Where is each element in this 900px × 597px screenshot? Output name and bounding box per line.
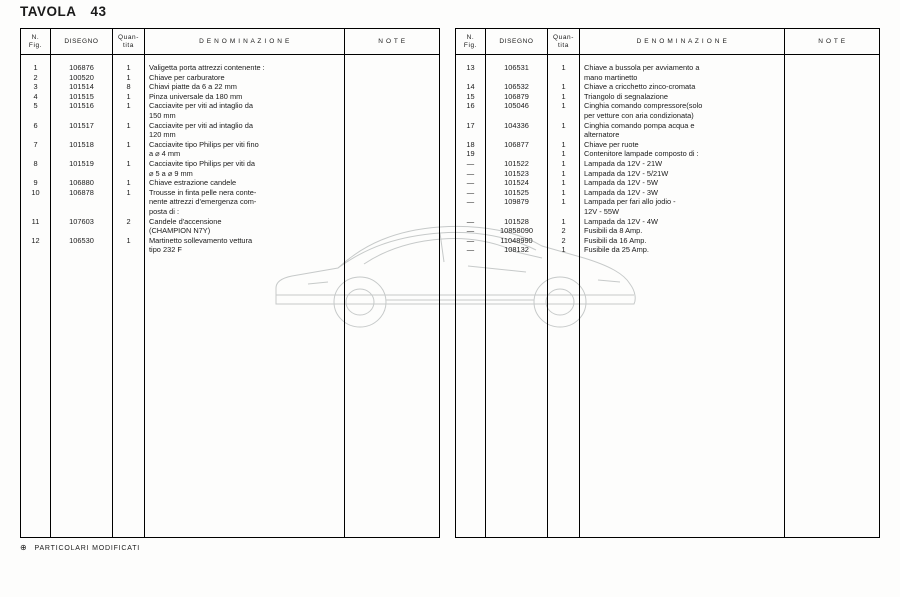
table-row: — — [466, 197, 475, 207]
table-row: 2 — [561, 226, 566, 236]
table-row — [486, 130, 547, 140]
table-row: 14 — [466, 82, 475, 92]
table-row: Chiave a bussola per avviamento a — [584, 63, 700, 72]
table-row — [345, 130, 439, 140]
table-row — [113, 226, 144, 236]
table-row — [113, 111, 144, 121]
table-row: Chiave estrazione candele — [149, 178, 237, 188]
column-header-fig-line1: N. — [31, 34, 40, 42]
table-row — [51, 149, 112, 159]
table-row — [548, 130, 579, 140]
table-row: 7 — [33, 139, 38, 149]
table-row — [21, 149, 50, 159]
table-row — [21, 207, 50, 217]
table-row: 1 — [561, 187, 566, 197]
table-row — [345, 188, 439, 198]
table-row: Martinetto sollevamento vettura — [149, 235, 253, 245]
column-header-fig-line2: Fig. — [28, 41, 43, 49]
column-header-quantita — [113, 29, 145, 54]
table-row — [785, 111, 879, 121]
table-row: 10858090 — [500, 226, 533, 236]
table-row: 1 — [126, 63, 131, 72]
table-row: Lampada da 12V - 3W — [584, 187, 658, 197]
column-quantita — [113, 55, 145, 537]
table-row — [785, 197, 879, 207]
column-denominazione — [145, 55, 345, 537]
table-row — [51, 207, 112, 217]
table-row: 1 — [561, 197, 566, 207]
table-row: 106532 — [504, 82, 529, 92]
table-row: 101516 — [69, 101, 94, 111]
table-row: 101514 — [69, 82, 94, 92]
column-header-denominazione: D E N O M I N A Z I O N E — [145, 29, 345, 54]
table-row: Lampada per fari allo jodio - — [584, 197, 676, 207]
column-header-fig — [456, 29, 486, 54]
table-row: 101522 — [504, 158, 529, 168]
table-row: — — [466, 216, 475, 226]
table-row: a ⌀ 4 mm — [149, 149, 181, 159]
table-row: 19 — [466, 149, 475, 159]
column-header-fig-line2: Fig. — [463, 41, 478, 49]
table-row: 106530 — [69, 235, 94, 245]
table-row: ⌀ 5 a ⌀ 9 mm — [149, 168, 193, 178]
table-row: Cacciavite tipo Philips per viti da — [149, 158, 255, 168]
column-header-note: N O T E — [378, 37, 406, 45]
table-row — [345, 245, 439, 255]
table-row — [785, 149, 879, 159]
table-row: 106880 — [69, 178, 94, 188]
table-row — [345, 149, 439, 159]
table-row: 2 — [33, 72, 38, 82]
table-row: Lampada da 12V - 5/21W — [584, 168, 669, 178]
table-row — [345, 111, 439, 121]
table-row: 100520 — [69, 72, 94, 82]
table-row — [51, 169, 112, 179]
table-row: 2 — [126, 216, 131, 226]
table-row: alternatore — [584, 130, 620, 140]
table-row — [21, 245, 50, 255]
table-row: 17 — [466, 120, 475, 130]
column-denominazione — [580, 55, 785, 537]
table-row — [345, 140, 439, 150]
table-row — [785, 63, 879, 73]
table-row: Cinghia comando pompa acqua e — [584, 120, 695, 130]
table-row: 6 — [33, 120, 38, 130]
table-row: 15 — [466, 91, 475, 101]
table-row — [345, 63, 439, 73]
column-quantita — [548, 55, 580, 537]
column-header-quantita — [548, 29, 580, 54]
parts-table-right — [455, 28, 880, 538]
table-row: — — [466, 245, 475, 255]
table-row — [785, 226, 879, 236]
table-row — [113, 149, 144, 159]
table-row: 106531 — [504, 63, 529, 72]
column-header-quantita-line2: tita — [122, 41, 135, 49]
table-row: 106879 — [504, 91, 529, 101]
table-row — [486, 149, 547, 159]
table-row: Valigetta porta attrezzi contenente : — [149, 63, 265, 72]
table-row: Contenitore lampade composto di : — [584, 149, 699, 159]
table-row: Cacciavite per viti ad intaglio da — [149, 101, 253, 111]
table-row — [51, 111, 112, 121]
column-fig — [456, 55, 486, 537]
table-row: 2 — [561, 235, 566, 245]
table-row: 1 — [561, 178, 566, 188]
column-header-fig-line1: N. — [466, 34, 475, 42]
table-row: 104336 — [504, 120, 529, 130]
table-row — [486, 111, 547, 121]
footer-note — [20, 544, 140, 552]
table-row — [345, 82, 439, 92]
table-row — [785, 188, 879, 198]
table-row: 109879 — [504, 197, 529, 207]
table-row: Candele d'accensione — [149, 216, 222, 226]
table-row — [785, 82, 879, 92]
table-row: tipo 232 F — [149, 245, 182, 255]
table-row — [785, 92, 879, 102]
table-row: Cacciavite per viti ad intaglio da — [149, 120, 253, 130]
table-row: 1 — [126, 235, 131, 245]
table-row: 11 — [31, 216, 40, 226]
table-row — [345, 101, 439, 111]
table-row: 1 — [126, 187, 131, 197]
table-row — [345, 217, 439, 227]
table-row: — — [466, 187, 475, 197]
table-row: 1 — [561, 158, 566, 168]
table-row: nente attrezzi d'emergenza com- — [149, 197, 257, 207]
table-row: 101524 — [504, 178, 529, 188]
table-row — [785, 169, 879, 179]
table-row — [785, 159, 879, 169]
table-row — [345, 159, 439, 169]
table-row — [113, 207, 144, 217]
column-header-disegno: DISEGNO — [486, 29, 548, 54]
table-header-right — [456, 29, 879, 55]
table-row: 1 — [126, 139, 131, 149]
table-row: 4 — [33, 91, 38, 101]
table-row: 150 mm — [149, 110, 176, 120]
table-row — [456, 130, 485, 140]
table-row: Chiavi piatte da 6 a 22 mm — [149, 82, 237, 92]
table-row: per vetture con aria condizionata) — [584, 110, 694, 120]
table-row: 1 — [561, 168, 566, 178]
table-row: 1 — [126, 178, 131, 188]
table-row — [456, 73, 485, 83]
table-row — [51, 197, 112, 207]
table-row: 5 — [33, 101, 38, 111]
table-row: 1 — [561, 120, 566, 130]
table-row: 1 — [126, 158, 131, 168]
table-row — [486, 73, 547, 83]
table-row — [51, 226, 112, 236]
table-row: 1 — [126, 72, 131, 82]
table-row: 11048990 — [500, 235, 533, 245]
table-row: Pinza universale da 180 mm — [149, 91, 243, 101]
table-row: Triangolo di segnalazione — [584, 91, 668, 101]
table-row — [548, 111, 579, 121]
table-row: 101515 — [69, 91, 94, 101]
page-title-number: 43 — [90, 4, 107, 19]
table-row: 108132 — [504, 245, 529, 255]
table-row — [21, 226, 50, 236]
table-row — [785, 73, 879, 83]
table-row — [785, 130, 879, 140]
table-row — [345, 236, 439, 246]
table-row — [345, 207, 439, 217]
table-row — [785, 207, 879, 217]
table-row: 1 — [126, 91, 131, 101]
table-row: Cacciavite tipo Philips per viti fino — [149, 139, 259, 149]
table-row — [113, 130, 144, 140]
table-row: 8 — [126, 82, 131, 92]
table-row: 12V - 55W — [584, 206, 619, 216]
table-row — [345, 178, 439, 188]
table-row: 12 — [31, 235, 40, 245]
table-row — [345, 121, 439, 131]
table-row: 1 — [561, 101, 566, 111]
table-row: 3 — [33, 82, 38, 92]
table-row: 16 — [466, 101, 475, 111]
table-row: — — [466, 178, 475, 188]
table-row: Lampada da 12V - 4W — [584, 216, 658, 226]
table-row — [345, 73, 439, 83]
table-row: — — [466, 168, 475, 178]
table-row: (CHAMPION N7Y) — [149, 226, 211, 236]
table-body-right — [456, 55, 879, 537]
table-row: 101528 — [504, 216, 529, 226]
table-row — [548, 73, 579, 83]
table-row — [345, 197, 439, 207]
table-row: Fusibili da 8 Amp. — [584, 226, 643, 236]
table-row: 106878 — [69, 187, 94, 197]
table-row: 101518 — [69, 139, 94, 149]
column-header-disegno: DISEGNO — [51, 29, 113, 54]
table-row — [113, 197, 144, 207]
table-row: Fusibili da 16 Amp. — [584, 235, 647, 245]
table-body-left — [21, 55, 439, 537]
table-row: Cinghia comando compressore(solo — [584, 101, 703, 111]
table-row — [113, 169, 144, 179]
table-row: 1 — [561, 82, 566, 92]
column-disegno — [486, 55, 548, 537]
column-header-fig — [21, 29, 51, 54]
column-disegno — [51, 55, 113, 537]
table-row — [21, 197, 50, 207]
table-row: 101519 — [69, 158, 94, 168]
footer-note-label: PARTICOLARI MODIFICATI — [34, 544, 141, 552]
table-row — [785, 178, 879, 188]
table-row: Trousse in finta pelle nera conte- — [149, 187, 257, 197]
column-note — [345, 55, 439, 537]
table-row — [345, 169, 439, 179]
table-row — [785, 121, 879, 131]
page-title — [20, 4, 107, 19]
column-header-note: N O T E — [818, 37, 846, 45]
column-fig — [21, 55, 51, 537]
modified-parts-icon: ⊕ — [20, 543, 28, 552]
table-row: 1 — [561, 63, 566, 72]
table-row: 1 — [561, 139, 566, 149]
table-row — [51, 245, 112, 255]
table-header-left — [21, 29, 439, 55]
table-row — [345, 226, 439, 236]
table-row: 1 — [561, 149, 566, 159]
parts-table-left — [20, 28, 440, 538]
table-row — [785, 217, 879, 227]
table-row — [785, 101, 879, 111]
table-row — [21, 169, 50, 179]
table-row — [456, 207, 485, 217]
table-row: 1 — [126, 120, 131, 130]
column-note — [785, 55, 879, 537]
table-row: 1 — [33, 63, 38, 72]
table-row — [456, 111, 485, 121]
table-row — [785, 140, 879, 150]
table-row: Chiave a cricchetto zinco-cromata — [584, 82, 696, 92]
table-row: 105046 — [504, 101, 529, 111]
table-row: 1 — [561, 216, 566, 226]
table-row — [21, 130, 50, 140]
table-row: 1 — [561, 245, 566, 255]
page-title-label: TAVOLA — [20, 4, 77, 19]
table-row: 101525 — [504, 187, 529, 197]
table-row — [548, 207, 579, 217]
table-row: 101517 — [69, 120, 94, 130]
table-row — [785, 245, 879, 255]
table-row — [21, 111, 50, 121]
table-row — [486, 207, 547, 217]
table-row: Fusibile da 25 Amp. — [584, 245, 649, 255]
table-row: 107603 — [69, 216, 94, 226]
table-row: 8 — [33, 158, 38, 168]
table-row: 120 mm — [149, 130, 176, 140]
table-row: 9 — [33, 178, 38, 188]
table-row: mano martinetto — [584, 72, 638, 82]
table-row: posta di : — [149, 206, 179, 216]
column-header-quantita-line2: tita — [557, 41, 570, 49]
table-row: 1 — [126, 101, 131, 111]
table-row — [785, 236, 879, 246]
table-row: 106876 — [69, 63, 94, 72]
table-row: — — [466, 158, 475, 168]
table-row: Lampada da 12V - 21W — [584, 158, 663, 168]
column-header-denominazione: D E N O M I N A Z I O N E — [580, 29, 785, 54]
table-row — [345, 92, 439, 102]
table-row: Lampada da 12V - 5W — [584, 178, 658, 188]
table-row: 106877 — [504, 139, 529, 149]
table-row: Chiave per carburatore — [149, 72, 225, 82]
column-header-quantita-line1: Quan- — [552, 34, 575, 42]
table-row: 101523 — [504, 168, 529, 178]
table-row: — — [466, 226, 475, 236]
table-row — [113, 245, 144, 255]
table-row: 13 — [466, 63, 475, 72]
column-header-quantita-line1: Quan- — [117, 34, 140, 42]
table-row — [51, 130, 112, 140]
table-row: 10 — [31, 187, 40, 197]
table-row: 18 — [466, 139, 475, 149]
table-row: — — [466, 235, 475, 245]
table-row: Chiave per ruote — [584, 139, 639, 149]
table-row: 1 — [561, 91, 566, 101]
